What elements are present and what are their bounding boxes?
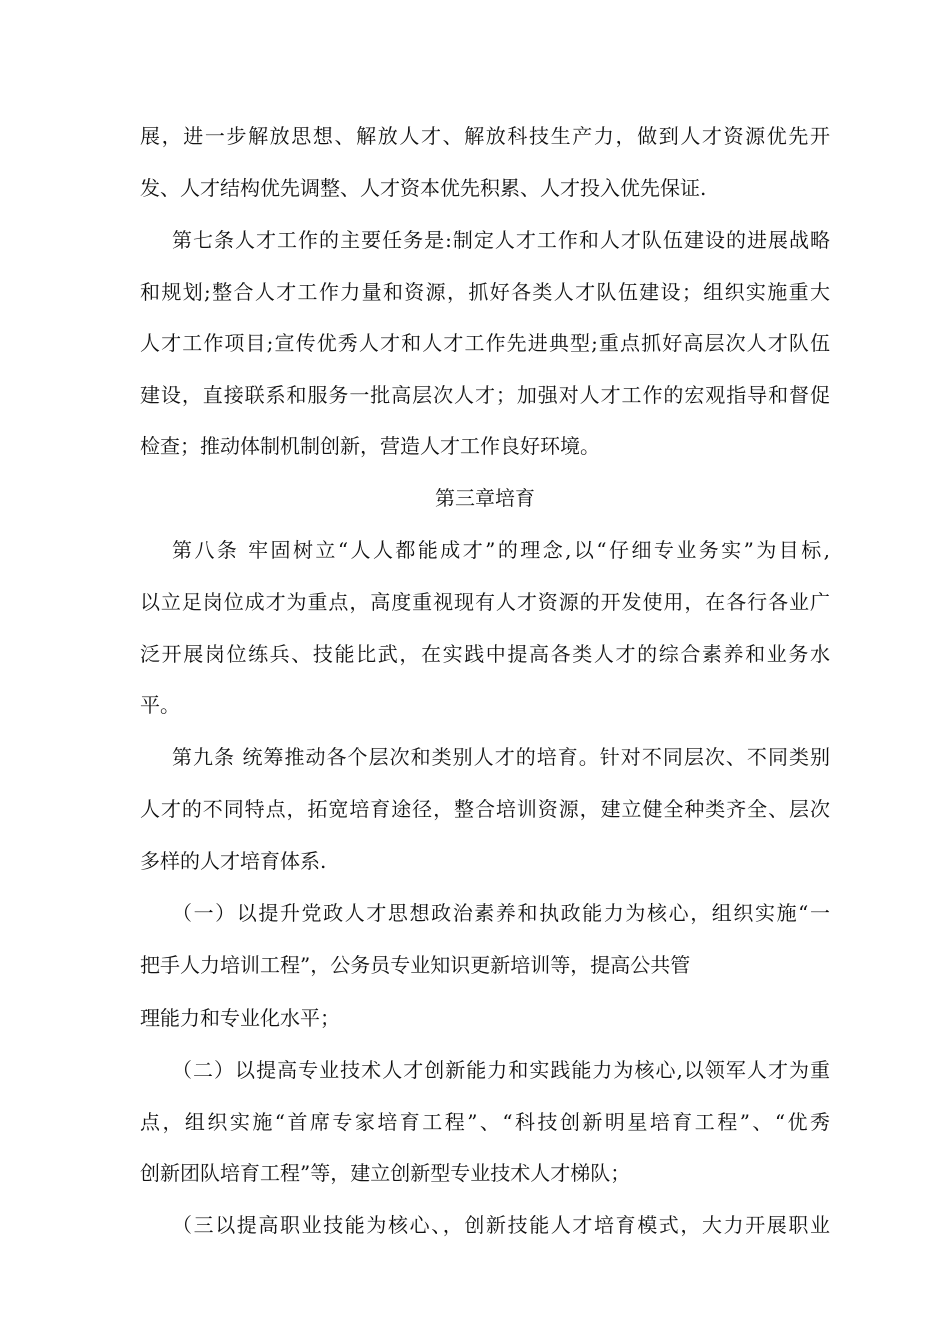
text-line: 把手人力培训工程”，公务员专业知识更新培训等，提高公共管 bbox=[140, 953, 691, 977]
text-line: 人才的不同特点，拓宽培育途径，整合培训资源，建立健全种类齐全、层次 bbox=[140, 797, 830, 821]
text-line: 理能力和专业化水平； bbox=[140, 1006, 340, 1030]
text-line: 和规划;整合人才工作力量和资源，抓好各类人才队伍建设；组织实施重大 bbox=[140, 280, 830, 304]
text-line: 创新团队培育工程”等，建立创新型专业技术人才梯队； bbox=[140, 1161, 631, 1185]
text-line: 以立足岗位成才为重点，高度重视现有人才资源的开发使用，在各行各业广 bbox=[140, 590, 830, 614]
item-1-first-line: （一）以提升党政人才思想政治素养和执政能力为核心，组织实施“一 bbox=[172, 901, 830, 925]
text-line: 发、人才结构优先调整、人才资本优先积累、人才投入优先保证. bbox=[140, 176, 707, 200]
chapter-heading: 第三章培育 bbox=[435, 486, 535, 510]
text-line: 点，组织实施“首席专家培育工程”、“科技创新明星培育工程”、“优秀 bbox=[140, 1110, 830, 1134]
item-3-first-line: （三以提高职业技能为核心、，创新技能人才培育模式，大力开展职业 bbox=[172, 1213, 830, 1237]
article-9-first-line: 第九条 统筹推动各个层次和类别人才的培育。针对不同层次、不同类别 bbox=[172, 745, 830, 769]
text-line: 多样的人才培育体系. bbox=[140, 849, 327, 873]
article-7-first-line: 第七条人才工作的主要任务是:制定人才工作和人才队伍建设的进展战略 bbox=[172, 228, 830, 252]
text-line: 建设，直接联系和服务一批高层次人才；加强对人才工作的宏观指导和督促 bbox=[140, 383, 830, 407]
text-line: 人才工作项目;宣传优秀人才和人才工作先进典型;重点抓好高层次人才队伍 bbox=[140, 331, 830, 355]
text-line: 平。 bbox=[140, 693, 180, 717]
text-line: 泛开展岗位练兵、技能比武，在实践中提高各类人才的综合素养和业务水 bbox=[140, 642, 830, 666]
item-2-first-line: （二）以提高专业技术人才创新能力和实践能力为核心,以领军人才为重 bbox=[172, 1058, 830, 1082]
text-line: 检查；推动体制机制创新，营造人才工作良好环境。 bbox=[140, 434, 600, 458]
article-8-first-line: 第八条 牢固树立“人人都能成才”的理念,以“仔细专业务实”为目标, bbox=[172, 538, 830, 562]
text-line: 展，进一步解放思想、解放人才、解放科技生产力，做到人才资源优先开 bbox=[140, 124, 830, 148]
